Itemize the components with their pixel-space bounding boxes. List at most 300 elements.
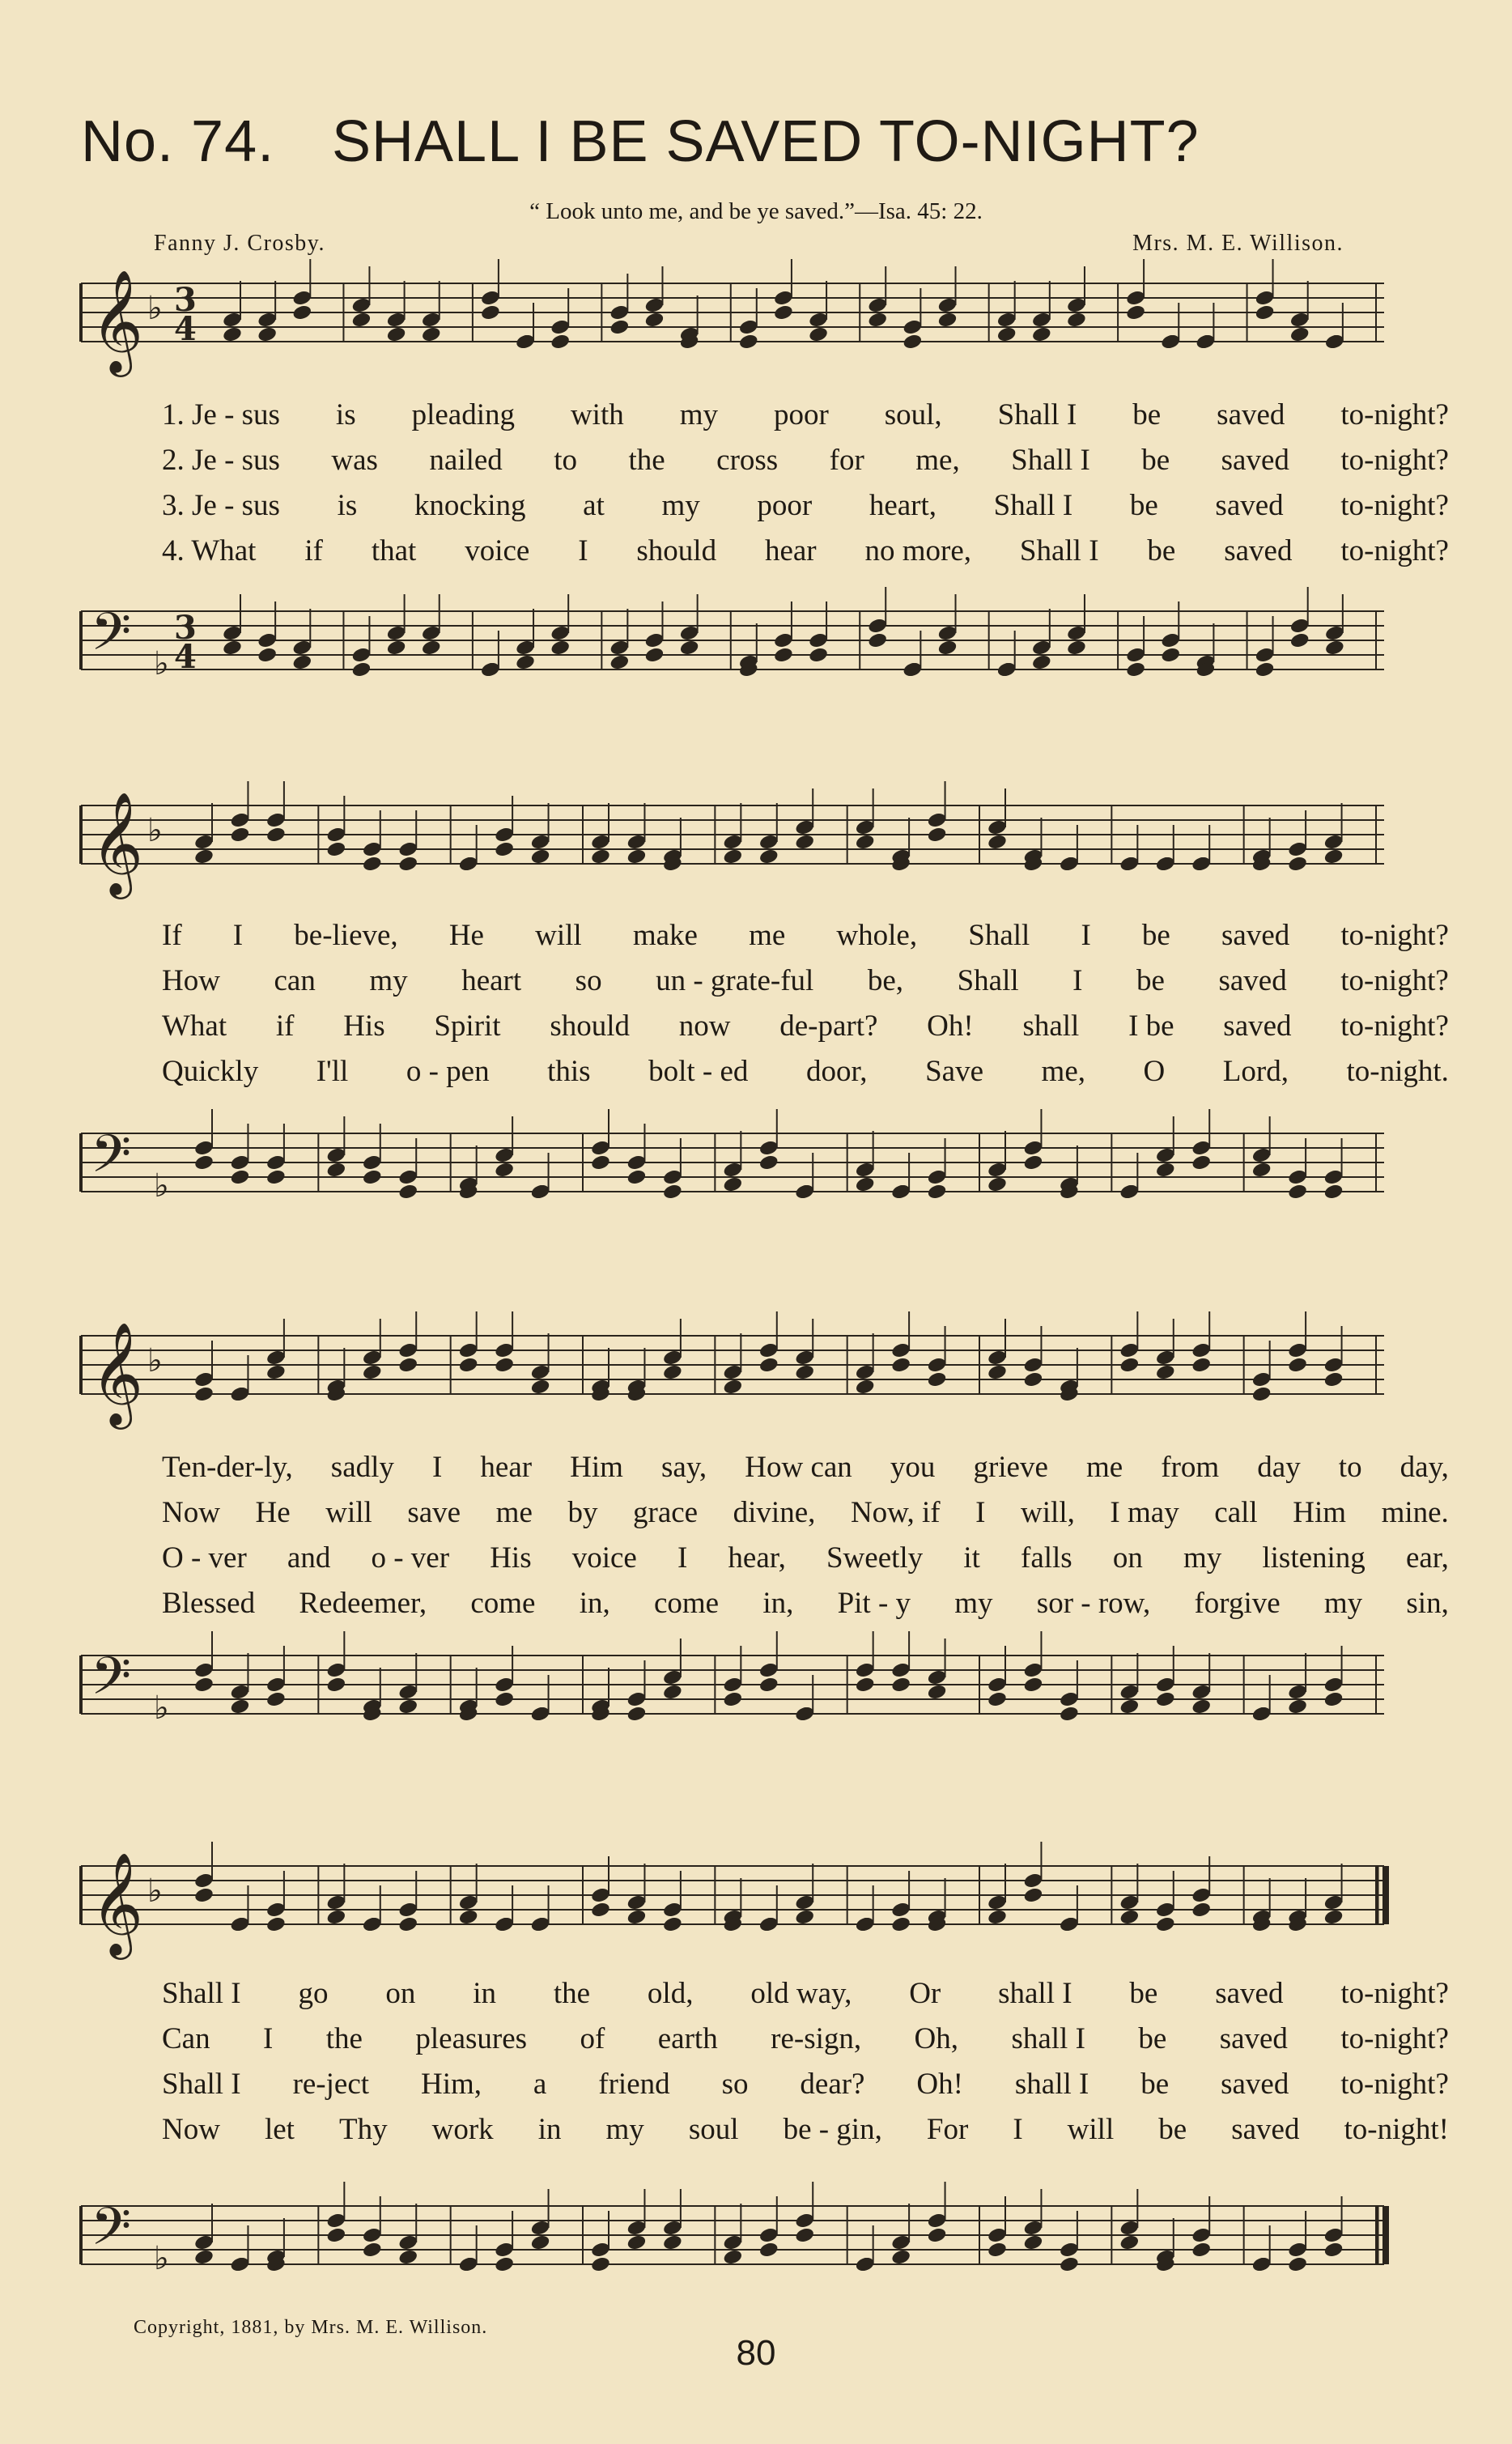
lyric-word: Quickly	[162, 1055, 259, 1088]
lyric-word: saved	[1215, 1977, 1284, 2010]
lyric-word: this	[547, 1055, 591, 1088]
lyric-word: I	[1013, 2113, 1023, 2146]
lyric-word: for	[829, 444, 864, 477]
time-signature-top: 3	[174, 281, 197, 319]
lyric-word: bolt - ed	[648, 1055, 749, 1088]
note-head	[773, 304, 794, 321]
note-head	[397, 855, 418, 873]
note-head	[1059, 2255, 1080, 2273]
note-head	[421, 325, 442, 343]
note-head	[222, 325, 243, 343]
lyric-word: I	[263, 2022, 274, 2055]
bass-staff-2	[73, 1117, 1392, 1231]
treble-clef-icon: 𝄞	[91, 269, 144, 372]
note-head	[1255, 661, 1276, 678]
note-head	[867, 631, 888, 649]
lyric-word: old way,	[750, 1977, 852, 2010]
lyric-word: sadly	[330, 1451, 394, 1484]
note-head	[397, 1183, 418, 1201]
note-head	[193, 848, 214, 865]
lyric-word: to-night?	[1340, 534, 1449, 567]
note-head	[515, 653, 536, 671]
lyric-word: Shall I	[997, 398, 1077, 431]
lyric-word: saved	[1221, 919, 1290, 952]
hymn-heading	[81, 97, 1457, 186]
lyric-word: whole,	[836, 919, 918, 952]
verse-line-4-2	[162, 2017, 1449, 2062]
lyric-word: make	[632, 919, 698, 952]
lyric-word: nailed	[429, 444, 503, 477]
lyric-word: in	[473, 1977, 496, 2010]
note-head	[193, 1886, 214, 1904]
lyric-word: should	[636, 534, 717, 567]
note-head	[987, 2241, 1008, 2259]
treble-staff-3	[73, 1320, 1392, 1433]
note-head	[1191, 2241, 1212, 2259]
note-head	[1125, 304, 1146, 321]
lyric-word: day,	[1399, 1451, 1449, 1484]
lyric-word: Spirit	[434, 1009, 501, 1043]
lyric-word: un - grate-ful	[656, 964, 814, 997]
lyric-word: soul,	[884, 398, 942, 431]
verse-line-2-4	[162, 1049, 1449, 1094]
lyric-word: falls	[1021, 1541, 1072, 1575]
note-head	[325, 1676, 346, 1694]
lyrics-block-4	[162, 1971, 1449, 2153]
lyric-word: if	[275, 1009, 295, 1043]
lyric-word: Shall	[968, 919, 1030, 952]
verse-line-1-4	[162, 529, 1449, 574]
note-head	[722, 848, 743, 865]
lyric-word: O - ver	[162, 1541, 247, 1575]
bass-clef-icon: 𝄢	[91, 602, 132, 675]
lyric-word: o - ver	[371, 1541, 450, 1575]
note-head	[362, 2241, 383, 2259]
lyric-word: be-lieve,	[294, 919, 398, 952]
lyric-word: in	[537, 2113, 562, 2146]
treble-staff-4	[73, 1850, 1392, 1963]
note-head	[927, 1183, 948, 1201]
note-head	[1031, 653, 1052, 671]
lyric-word: shall I	[1014, 2068, 1089, 2101]
note-head	[1251, 1161, 1272, 1179]
note-head	[855, 833, 876, 851]
lyric-word: For	[926, 2113, 969, 2146]
page-number: 80	[736, 2333, 776, 2373]
note-head	[609, 653, 630, 671]
bass-clef-icon: 𝄢	[91, 2197, 132, 2270]
lyric-word: Shall I	[162, 2068, 241, 2101]
lyric-word: shall I	[998, 1977, 1072, 2010]
lyric-word: no more,	[864, 534, 972, 567]
note-head	[1287, 855, 1308, 873]
lyric-word: His	[343, 1009, 385, 1043]
verse-line-4-1	[162, 1971, 1449, 2017]
lyric-word: my	[605, 2113, 644, 2146]
note-head	[890, 1356, 911, 1374]
note-head	[362, 855, 383, 873]
note-head	[230, 1698, 251, 1715]
time-signature-bottom: 4	[174, 638, 197, 676]
note-head	[1119, 1356, 1140, 1374]
lyric-word: I'll	[316, 1055, 349, 1088]
lyric-word: Now	[162, 1496, 220, 1529]
note-head	[1191, 1901, 1212, 1919]
lyric-word: is	[337, 489, 358, 522]
note-head	[265, 1168, 287, 1186]
lyric-word: Him	[570, 1451, 623, 1484]
note-head	[325, 840, 346, 858]
lyric-word: come	[653, 1587, 720, 1620]
lyric-word: voice	[465, 534, 530, 567]
note-head	[1323, 1690, 1344, 1708]
note-head	[530, 848, 551, 865]
note-head	[193, 1676, 214, 1694]
lyric-word: Him,	[420, 2068, 482, 2101]
time-signature-bottom: 4	[174, 310, 197, 348]
credits-row	[154, 231, 1344, 257]
note-head	[662, 1363, 683, 1381]
verse-line-2-3	[162, 1004, 1449, 1049]
lyric-word: if	[304, 534, 323, 567]
note-head	[193, 1385, 214, 1403]
lyric-word: it	[963, 1541, 980, 1575]
lyric-word: to-night?	[1340, 1009, 1449, 1043]
note-head	[1119, 1698, 1140, 1715]
scripture-epigraph: “ Look unto me, and be ye saved.”—Isa. 45: 22.	[529, 198, 983, 224]
lyric-word: soul	[688, 2113, 739, 2146]
lyric-word: I	[232, 919, 244, 952]
note-head	[1155, 1915, 1176, 1933]
lyric-word: to-night?	[1340, 964, 1449, 997]
note-head	[1287, 1183, 1308, 1201]
note-head	[662, 1683, 683, 1701]
lyric-word: saved	[1217, 398, 1285, 431]
lyric-word: will,	[1021, 1496, 1075, 1529]
lyricist-credit: Fanny J. Crosby.	[154, 231, 325, 256]
lyric-word: my	[369, 964, 408, 997]
note-head	[550, 639, 571, 657]
lyric-word: be	[1140, 2068, 1170, 2101]
lyric-word: He	[255, 1496, 291, 1529]
lyric-word: be	[1138, 2022, 1167, 2055]
lyric-word: from	[1161, 1451, 1220, 1484]
note-head	[397, 1915, 418, 1933]
lyric-word: Oh!	[916, 2068, 963, 2101]
lyric-word: to-night?	[1340, 2068, 1449, 2101]
note-head	[494, 1161, 515, 1179]
lyric-word: at	[583, 489, 605, 522]
note-head	[1287, 1356, 1308, 1374]
lyric-word: I	[578, 534, 588, 567]
lyric-word: me	[749, 919, 786, 952]
lyric-word: be - gin,	[783, 2113, 882, 2146]
note-head	[291, 653, 312, 671]
note-head	[397, 2248, 418, 2266]
lyric-word: saved	[1215, 489, 1284, 522]
lyric-word: How can	[745, 1451, 852, 1484]
note-head	[773, 646, 794, 664]
lyric-word: to-night.	[1346, 1055, 1449, 1088]
note-head	[1191, 1154, 1212, 1171]
lyric-word: I	[975, 1496, 986, 1529]
lyric-word: call	[1214, 1496, 1258, 1529]
flat-icon: ♭	[147, 812, 163, 849]
lyric-word: 1. Je - sus	[162, 398, 280, 431]
lyric-word: voice	[571, 1541, 637, 1575]
verse-line-4-4	[162, 2107, 1449, 2153]
lyric-word: Can	[162, 2022, 210, 2055]
lyric-word: If	[162, 919, 182, 952]
note-head	[937, 311, 958, 329]
lyric-word: in,	[762, 1587, 794, 1620]
note-head	[758, 1154, 779, 1171]
note-head	[351, 311, 372, 329]
lyric-word: sor - row,	[1036, 1587, 1151, 1620]
note-head	[927, 1371, 948, 1388]
note-head	[397, 1356, 418, 1374]
note-head	[867, 311, 888, 329]
hymn-title: SHALL I BE SAVED TO-NIGHT?	[332, 109, 1200, 174]
lyric-word: to-night?	[1340, 919, 1449, 952]
note-head	[494, 1690, 515, 1708]
lyric-word: saved	[1224, 534, 1293, 567]
lyric-word: I	[1081, 919, 1091, 952]
lyric-word: the	[553, 1977, 591, 2010]
note-head	[679, 639, 700, 657]
note-head	[644, 311, 665, 329]
lyric-word: pleading	[411, 398, 515, 431]
note-head	[590, 1154, 611, 1171]
lyric-word: grace	[633, 1496, 699, 1529]
note-head	[626, 2234, 648, 2251]
note-head	[421, 639, 442, 657]
verse-line-3-4	[162, 1581, 1449, 1626]
lyric-word: go	[298, 1977, 329, 2010]
lyric-word: be	[1158, 2113, 1187, 2146]
note-head	[1289, 325, 1310, 343]
note-head	[1023, 1676, 1044, 1694]
lyric-word: I may	[1110, 1496, 1179, 1529]
lyric-word: my	[954, 1587, 993, 1620]
verse-line-1-2	[162, 438, 1449, 483]
lyric-word: me	[1085, 1451, 1123, 1484]
note-head	[794, 1908, 815, 1926]
note-head	[1023, 1371, 1044, 1388]
note-head	[230, 826, 251, 844]
note-head	[265, 1363, 287, 1381]
lyric-word: Redeemer,	[299, 1587, 427, 1620]
note-head	[265, 826, 287, 844]
lyric-word: Thy	[339, 2113, 388, 2146]
flat-icon: ♭	[154, 1690, 169, 1727]
lyric-word: sin,	[1406, 1587, 1449, 1620]
lyric-word: come	[470, 1587, 536, 1620]
lyric-word: shall	[1022, 1009, 1080, 1043]
note-head	[890, 2248, 911, 2266]
lyric-word: to	[554, 444, 578, 477]
lyric-word: is	[335, 398, 356, 431]
bass-clef-icon: 𝄢	[91, 1124, 132, 1197]
note-head	[1066, 311, 1087, 329]
note-head	[550, 333, 571, 351]
note-head	[265, 1915, 287, 1933]
note-head	[257, 646, 278, 664]
lyric-word: to	[1338, 1451, 1362, 1484]
lyrics-block-3	[162, 1445, 1449, 1626]
lyric-word: by	[567, 1496, 598, 1529]
lyric-word: be	[1136, 964, 1165, 997]
note-head	[609, 318, 630, 336]
lyric-word: saved	[1231, 2113, 1300, 2146]
note-head	[722, 2248, 743, 2266]
composer-credit: Mrs. M. E. Willison.	[1132, 231, 1344, 256]
note-head	[265, 1690, 287, 1708]
note-head	[927, 826, 948, 844]
lyric-word: to-night?	[1340, 444, 1449, 477]
note-head	[662, 2234, 683, 2251]
treble-clef-icon: 𝄞	[91, 791, 144, 895]
lyric-word: my	[661, 489, 700, 522]
lyric-word: earth	[657, 2022, 718, 2055]
note-head	[351, 661, 372, 678]
lyric-word: to-night?	[1340, 2022, 1449, 2055]
verse-line-3-3	[162, 1536, 1449, 1581]
lyric-word: Lord,	[1222, 1055, 1289, 1088]
lyric-word: saved	[1219, 2022, 1288, 2055]
lyric-word: ear,	[1405, 1541, 1449, 1575]
lyric-word: Blessed	[162, 1587, 256, 1620]
lyric-word: How	[162, 964, 220, 997]
note-head	[222, 639, 243, 657]
lyric-word: saved	[1218, 964, 1287, 997]
note-head	[758, 1676, 779, 1694]
note-head	[855, 1175, 876, 1193]
copyright-notice: Copyright, 1881, by Mrs. M. E. Willison.	[134, 2317, 488, 2338]
lyric-word: me	[495, 1496, 533, 1529]
note-head	[1155, 1161, 1176, 1179]
note-head	[937, 639, 958, 657]
lyric-word: work	[431, 2113, 494, 2146]
note-head	[1125, 661, 1146, 678]
note-head	[722, 1175, 743, 1193]
lyric-word: poor	[757, 489, 813, 522]
lyric-word: Shall I	[162, 1977, 241, 2010]
flat-icon: ♭	[147, 1872, 163, 1910]
lyric-word: to-night!	[1344, 2113, 1449, 2146]
lyric-word: so	[575, 964, 602, 997]
note-head	[758, 848, 779, 865]
note-head	[1059, 1705, 1080, 1723]
lyric-word: Oh!	[927, 1009, 974, 1043]
lyric-word: door,	[805, 1055, 868, 1088]
lyric-word: knocking	[414, 489, 526, 522]
flat-icon: ♭	[154, 1167, 169, 1205]
note-head	[626, 1908, 648, 1926]
lyrics-block-2	[162, 913, 1449, 1094]
note-head	[902, 333, 923, 351]
note-head	[530, 1378, 551, 1396]
note-head	[987, 1908, 1008, 1926]
verse-line-4-3	[162, 2062, 1449, 2107]
lyric-word: Shall	[957, 964, 1019, 997]
treble-clef-icon: 𝄞	[91, 1321, 144, 1425]
lyric-word: Oh,	[914, 2022, 959, 2055]
note-head	[662, 1915, 683, 1933]
lyric-word: my	[679, 398, 718, 431]
lyric-word: the	[628, 444, 665, 477]
note-head	[1324, 639, 1345, 657]
lyric-word: my	[1183, 1541, 1222, 1575]
lyric-word: was	[331, 444, 378, 477]
lyric-word: save	[407, 1496, 461, 1529]
lyric-word: of	[580, 2022, 605, 2055]
lyric-word: let	[264, 2113, 295, 2146]
note-head	[662, 1183, 683, 1201]
lyric-word: old,	[647, 1977, 694, 2010]
lyric-word: I	[431, 1451, 443, 1484]
flat-icon: ♭	[147, 1342, 163, 1379]
lyric-word: What	[162, 1009, 227, 1043]
lyric-word: poor	[773, 398, 829, 431]
lyric-word: will	[325, 1496, 372, 1529]
lyric-word: Shall I	[1019, 534, 1099, 567]
lyric-word: hear	[764, 534, 817, 567]
lyric-word: mine.	[1381, 1496, 1449, 1529]
note-head	[758, 1356, 779, 1374]
note-head	[1191, 1698, 1212, 1715]
note-head	[927, 1683, 948, 1701]
lyric-word: cross	[716, 444, 779, 477]
verse-line-1-3	[162, 483, 1449, 529]
lyric-word: O	[1143, 1055, 1166, 1088]
lyric-word: saved	[1221, 2068, 1289, 2101]
note-head	[1323, 1371, 1344, 1388]
note-head	[794, 1363, 815, 1381]
treble-clef-icon: 𝄞	[91, 1851, 144, 1955]
note-head	[480, 304, 501, 321]
note-head	[494, 2255, 515, 2273]
note-head	[855, 1378, 876, 1396]
lyric-word: Him	[1293, 1496, 1347, 1529]
lyric-word: Or	[909, 1977, 941, 2010]
note-head	[1289, 631, 1310, 649]
flat-icon: ♭	[154, 645, 169, 682]
note-head	[362, 1168, 383, 1186]
note-head	[738, 333, 759, 351]
note-head	[590, 848, 611, 865]
bass-staff-3	[73, 1639, 1392, 1753]
lyric-word: heart,	[869, 489, 937, 522]
note-head	[1155, 1363, 1176, 1381]
lyric-word: heart	[461, 964, 522, 997]
note-head	[590, 2255, 611, 2273]
verse-line-2-2	[162, 958, 1449, 1004]
note-head	[794, 833, 815, 851]
lyric-word: dear?	[800, 2068, 865, 2101]
note-head	[626, 1705, 648, 1723]
lyric-word: be	[1141, 444, 1170, 477]
verse-line-3-2	[162, 1490, 1449, 1536]
note-head	[230, 1168, 251, 1186]
note-head	[193, 2248, 214, 2266]
lyric-word: be	[1147, 534, 1176, 567]
lyric-word: His	[490, 1541, 532, 1575]
note-head	[1160, 646, 1181, 664]
note-head	[1023, 1886, 1044, 1904]
note-head	[1066, 639, 1087, 657]
lyric-word: with	[570, 398, 624, 431]
